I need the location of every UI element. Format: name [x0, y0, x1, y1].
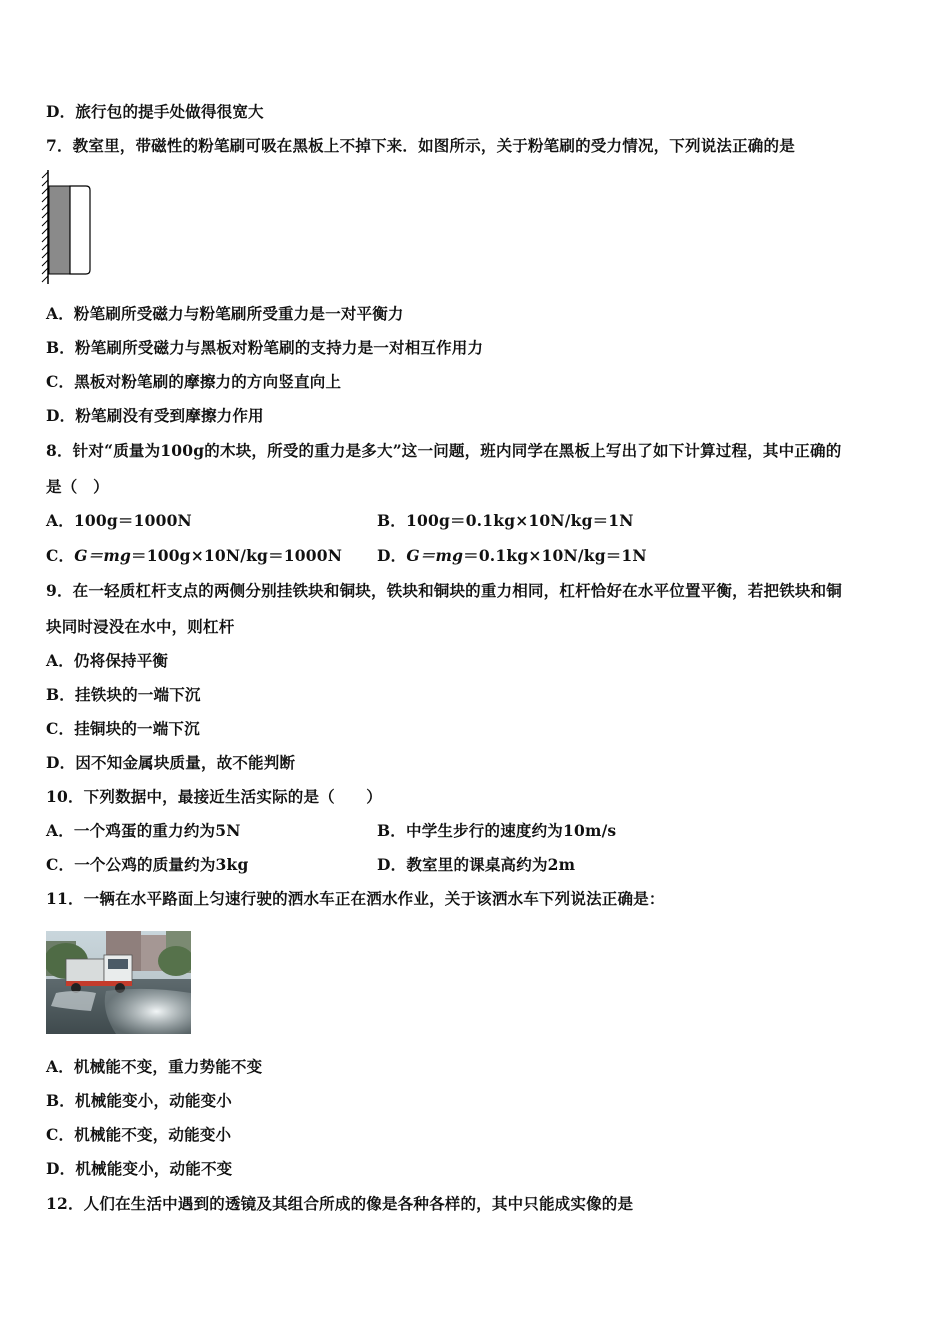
q7-option-b: B．粉笔刷所受磁力与黑板对粉笔刷的支持力是一对相互作用力	[46, 338, 484, 357]
q7-option-c: C．黑板对粉笔刷的摩擦力的方向竖直向上	[46, 372, 342, 391]
q8-option-c-rest: ＝100g×10N/kg＝1000N	[131, 546, 343, 565]
chalkboard-eraser-figure	[40, 168, 94, 286]
q10-option-c: C．一个公鸡的质量约为3kg	[46, 855, 249, 874]
q11-option-c: C．机械能不变，动能变小	[46, 1125, 232, 1144]
q8-option-d	[377, 545, 647, 567]
q8-option-d-formula: G＝mg	[406, 546, 464, 565]
q8-stem-line2: 是（ ）	[46, 477, 109, 496]
q11-stem: 11．一辆在水平路面上匀速行驶的洒水车正在洒水作业，关于该洒水车下列说法正确是：	[46, 889, 665, 908]
q7-option-a: A．粉笔刷所受磁力与粉笔刷所受重力是一对平衡力	[46, 304, 404, 323]
q10-option-a: A．一个鸡蛋的重力约为5N	[46, 821, 241, 840]
q8-option-b: B．100g＝0.1kg×10N/kg＝1N	[377, 511, 634, 530]
q9-option-d: D．因不知金属块质量，故不能判断	[46, 753, 296, 772]
q9-option-a: A．仍将保持平衡	[46, 651, 169, 670]
q9-option-c: C．挂铜块的一端下沉	[46, 719, 200, 738]
q10-option-d: D．教室里的课桌高约为2m	[377, 855, 576, 874]
q9-stem-line2: 块同时浸没在水中，则杠杆	[46, 617, 235, 636]
q11-option-d: D．机械能变小，动能不变	[46, 1159, 233, 1178]
q8-option-d-rest: ＝0.1kg×10N/kg＝1N	[463, 546, 647, 565]
q10-stem: 10．下列数据中，最接近生活实际的是（ ）	[46, 787, 382, 806]
q9-stem-line1: 9．在一轻质杠杆支点的两侧分别挂铁块和铜块，铁块和铜块的重力相同，杠杆恰好在水平位置平衡，若把铁块和铜	[46, 581, 842, 600]
q8-option-a: A．100g＝1000N	[46, 511, 192, 530]
sprinkler-truck-photo	[46, 931, 191, 1034]
q8-option-d-prefix: D．	[377, 546, 407, 565]
q6-option-d: D．旅行包的提手处做得很宽大	[46, 102, 264, 121]
q9-option-b: B．挂铁块的一端下沉	[46, 685, 201, 704]
q8-option-c	[46, 545, 342, 567]
q8-stem-line1: 8．针对“质量为100g的木块，所受的重力是多大”这一问题，班内同学在黑板上写出了如下计算过程，其中正确的	[46, 441, 842, 460]
q11-option-b: B．机械能变小，动能变小	[46, 1091, 233, 1110]
q11-option-a: A．机械能不变，重力势能不变	[46, 1057, 263, 1076]
q7-stem: 7．教室里，带磁性的粉笔刷可吸在黑板上不掉下来．如图所示，关于粉笔刷的受力情况，下列说法正确的是	[46, 136, 795, 155]
q10-option-b: B．中学生步行的速度约为10m/s	[377, 821, 617, 840]
q7-option-d: D．粉笔刷没有受到摩擦力作用	[46, 406, 264, 425]
q8-option-c-formula: G＝mg	[74, 546, 132, 565]
q12-stem: 12．人们在生活中遇到的透镜及其组合所成的像是各种各样的，其中只能成实像的是	[46, 1194, 634, 1213]
q8-option-c-prefix: C．	[46, 546, 75, 565]
